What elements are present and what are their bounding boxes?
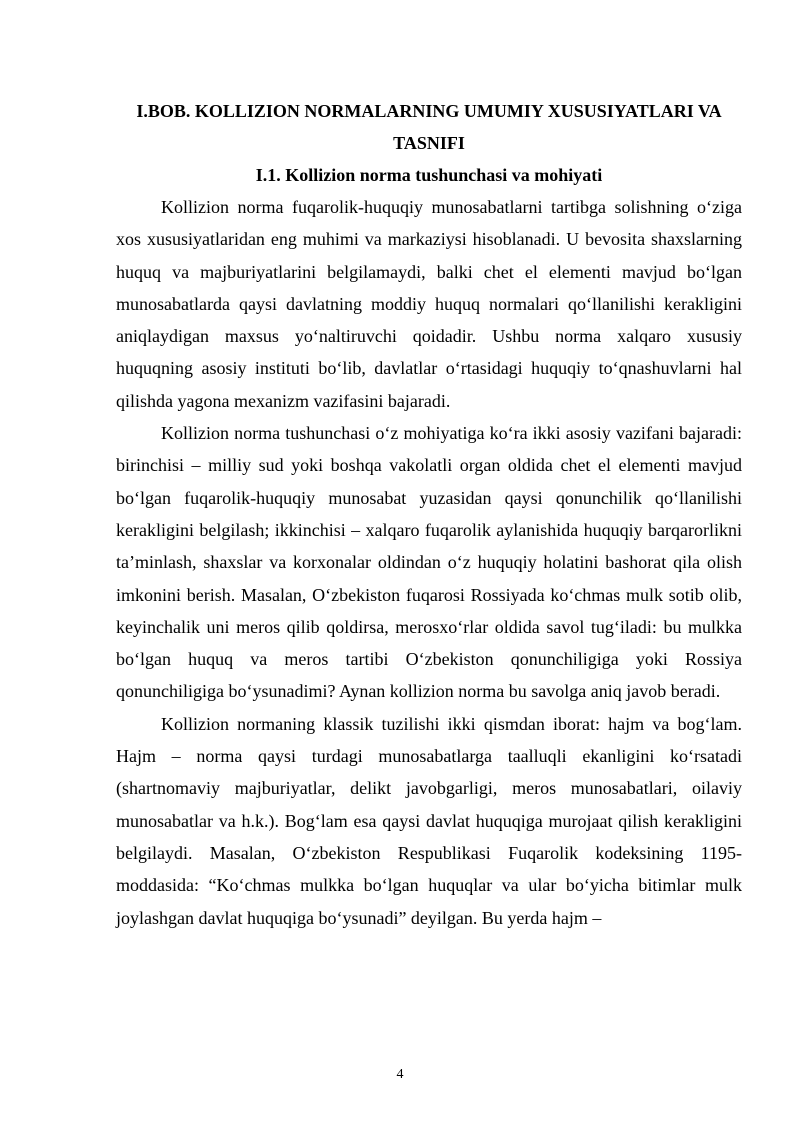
paragraph: Kollizion norma tushunchasi o‘z mohiyatiga ko‘ra ikki asosiy vazifani bajaradi: birinchisi – milliy sud yoki boshqa vakolatli organ oldida chet el elementi mavjud bo‘lgan fuqarolik-huquqiy munosabat yuzasidan qaysi qonunchilik qo‘llanilishi kerakligini belgilash; ikkinchisi – xalqaro fuqarolik aylanishida huquqiy barqarorlikni ta’minlash, shaxslar va korxonalar oldindan o‘z huquqiy holatini bashorat qila olish imkonini berish. Masalan, O‘zbekiston fuqarosi Rossiyada ko‘chmas mulk sotib olib, keyinchalik uni meros qilib qoldirsa, merosxo‘rlar oldida savol tug‘iladi: bu mulkka bo‘lgan huquq va meros tartibi O‘zbekiston qonunchiligiga yoki Rossiya qonunchiligiga bo‘ysunadimi? Aynan kollizion norma bu savolga aniq javob beradi.	[116, 423, 742, 702]
chapter-title: I.BOB. KOLLIZION NORMALARNING UMUMIY XUSUSIYATLARI VA TASNIFI	[136, 101, 722, 153]
paragraph: Kollizion normaning klassik tuzilishi ikki qismdan iborat: hajm va bog‘lam. Hajm – norma qaysi turdagi munosabatlarga taalluqli ekanligini ko‘rsatadi (shartnomaviy majburiyatlar, delikt javobgarligi, meros munosabatlari, oilaviy munosabatlar va h.k.). Bog‘lam esa qaysi davlat huquqiga murojaat qilish kerakligini belgilaydi. Masalan, O‘zbekiston Respublikasi Fuqarolik kodeksining 1195-moddasida: “Ko‘chmas mulkka bo‘lgan huquqlar va ular bo‘yicha bitimlar mulk joylashgan davlat huquqiga bo‘ysunadi” deyilgan. Bu yerda hajm –	[116, 713, 742, 928]
page-content	[116, 95, 742, 934]
page-number: 4	[396, 1067, 404, 1082]
paragraph: Kollizion norma fuqarolik-huquqiy munosabatlarni tartibga solishning o‘ziga xos xususiyatlaridan eng muhimi va markaziysi hisoblanadi. U bevosita shaxslarning huquq va majburiyatlarini belgilamaydi, balki chet el elementi mavjud bo‘lgan munosabatlarda qaysi davlatning moddiy huquq normalari qo‘llanilishi kerakligini aniqlaydigan maxsus yo‘naltiruvchi qoidadir. Ushbu norma xalqaro xususiy huquqning asosiy instituti bo‘lib, davlatlar o‘rtasidagi huquqiy to‘qnashuvlarni hal qilishda yagona mexanizm vazifasini bajaradi.	[116, 197, 742, 411]
section-title: I.1. Kollizion norma tushunchasi va mohiyati	[255, 165, 603, 185]
